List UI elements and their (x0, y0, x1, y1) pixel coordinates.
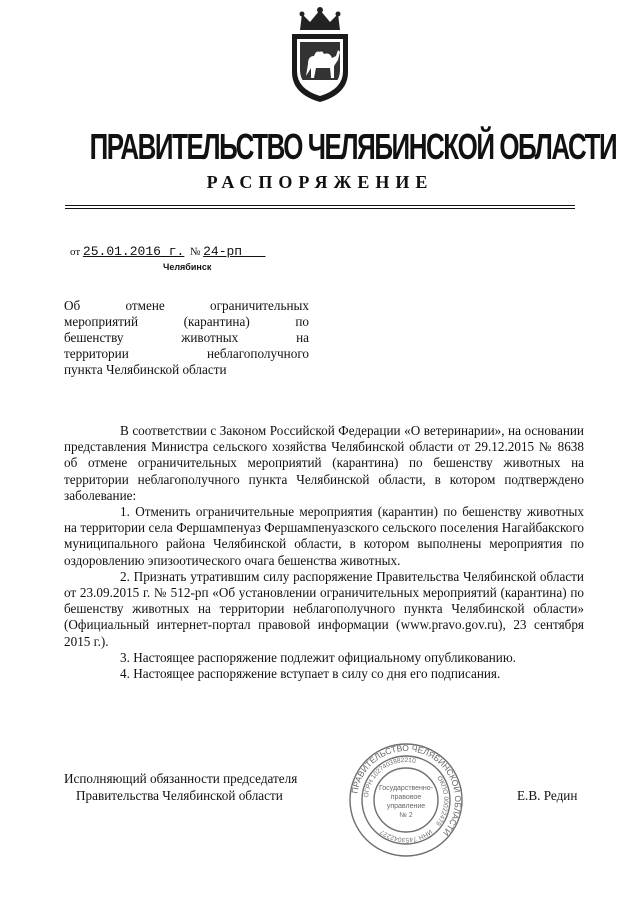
signatory-position-line: Правительства Челябинской области (76, 788, 283, 803)
signatory-position (64, 770, 354, 804)
body-paragraph-4: 4. Настоящее распоряжение вступает в силу со дня его подписания. (120, 666, 501, 682)
government-title: ПРАВИТЕЛЬСТВО ЧЕЛЯБИНСКОЙ ОБЛАСТИ (89, 126, 617, 167)
number-prefix: № (189, 246, 201, 258)
official-seal-stamp (348, 742, 464, 858)
document-number: 24-рп (203, 244, 243, 259)
coat-of-arms-emblem (282, 6, 358, 106)
body-paragraph-2: 2. Признать утратившим силу распоряжение Правительства Челябинской области от 23.09.2015 г. № 512-рп «Об установлении ограничительных мероприятий (карантина) по бешенству животных на территории неблагополучного пункта Челябинской области» (Официальный интернет-портал правовой информации (www.pravo.gov.ru), 23 сентября 2015 г.). (64, 568, 584, 649)
date-number-line (70, 244, 266, 259)
subject-line: мероприятий (карантина) по (64, 314, 309, 329)
subject-line: пункта Челябинской области (64, 362, 227, 377)
header-rule-thin (65, 208, 575, 209)
svg-text:ИНН 7453042227: ИНН 7453042227 (379, 827, 434, 844)
signatory-name: Е.В. Редин (517, 788, 578, 803)
document-subject (64, 298, 309, 378)
svg-text:Государственно-: Государственно- (378, 785, 434, 792)
svg-text:управление: управление (386, 803, 426, 810)
svg-text:правовое: правовое (390, 794, 422, 801)
svg-text:ОГРН 1027403882210: ОГРН 1027403882210 (363, 756, 417, 798)
signatory-position-line: Исполняющий обязанности председателя (64, 771, 298, 786)
body-paragraph-preamble: В соответствии с Законом Российской Федерации «О ветеринарии», на основании представления Министра сельского хозяйства Челябинской области от 29.12.2015 № 8638 об отмене ограничительных мероприятий (карантина) по бешенству животных на территории неблагополучного пункта Челябинской области, в котором подтверждено заболевание: (64, 423, 584, 503)
document-body (64, 423, 584, 682)
body-paragraph-3: 3. Настоящее распоряжение подлежит официальному опубликованию. (120, 649, 516, 665)
document-date: 25.01.2016 г. (82, 244, 185, 259)
subject-line: бешенству животных на (64, 330, 309, 345)
svg-text:№ 2: № 2 (399, 812, 413, 819)
subject-line: Об отмене ограничительных (64, 298, 309, 313)
header-rule (65, 205, 575, 206)
document-type-title: РАСПОРЯЖЕНИЕ (206, 172, 434, 192)
city-label: Челябинск (163, 262, 212, 272)
subject-line: территории неблагополучного (64, 346, 309, 361)
svg-text:ПРАВИТЕЛЬСТВО ЧЕЛЯБИНСКОЙ ОБЛА: ПРАВИТЕЛЬСТВО ЧЕЛЯБИНСКОЙ ОБЛАСТИ (349, 742, 464, 838)
date-prefix: от (70, 246, 81, 258)
body-paragraph-1: 1. Отменить ограничительные мероприятия (карантин) по бешенству животных на территории села Фершампенуаз Фершампенуазского сельского поселения Нагайбакского муниципального района Челябинской области, в котором выполнены мероприятия по оздоровлению эпизоотического очага бешенства животных. (64, 504, 584, 568)
svg-text:ОКПО 00022479: ОКПО 00022479 (434, 774, 450, 827)
